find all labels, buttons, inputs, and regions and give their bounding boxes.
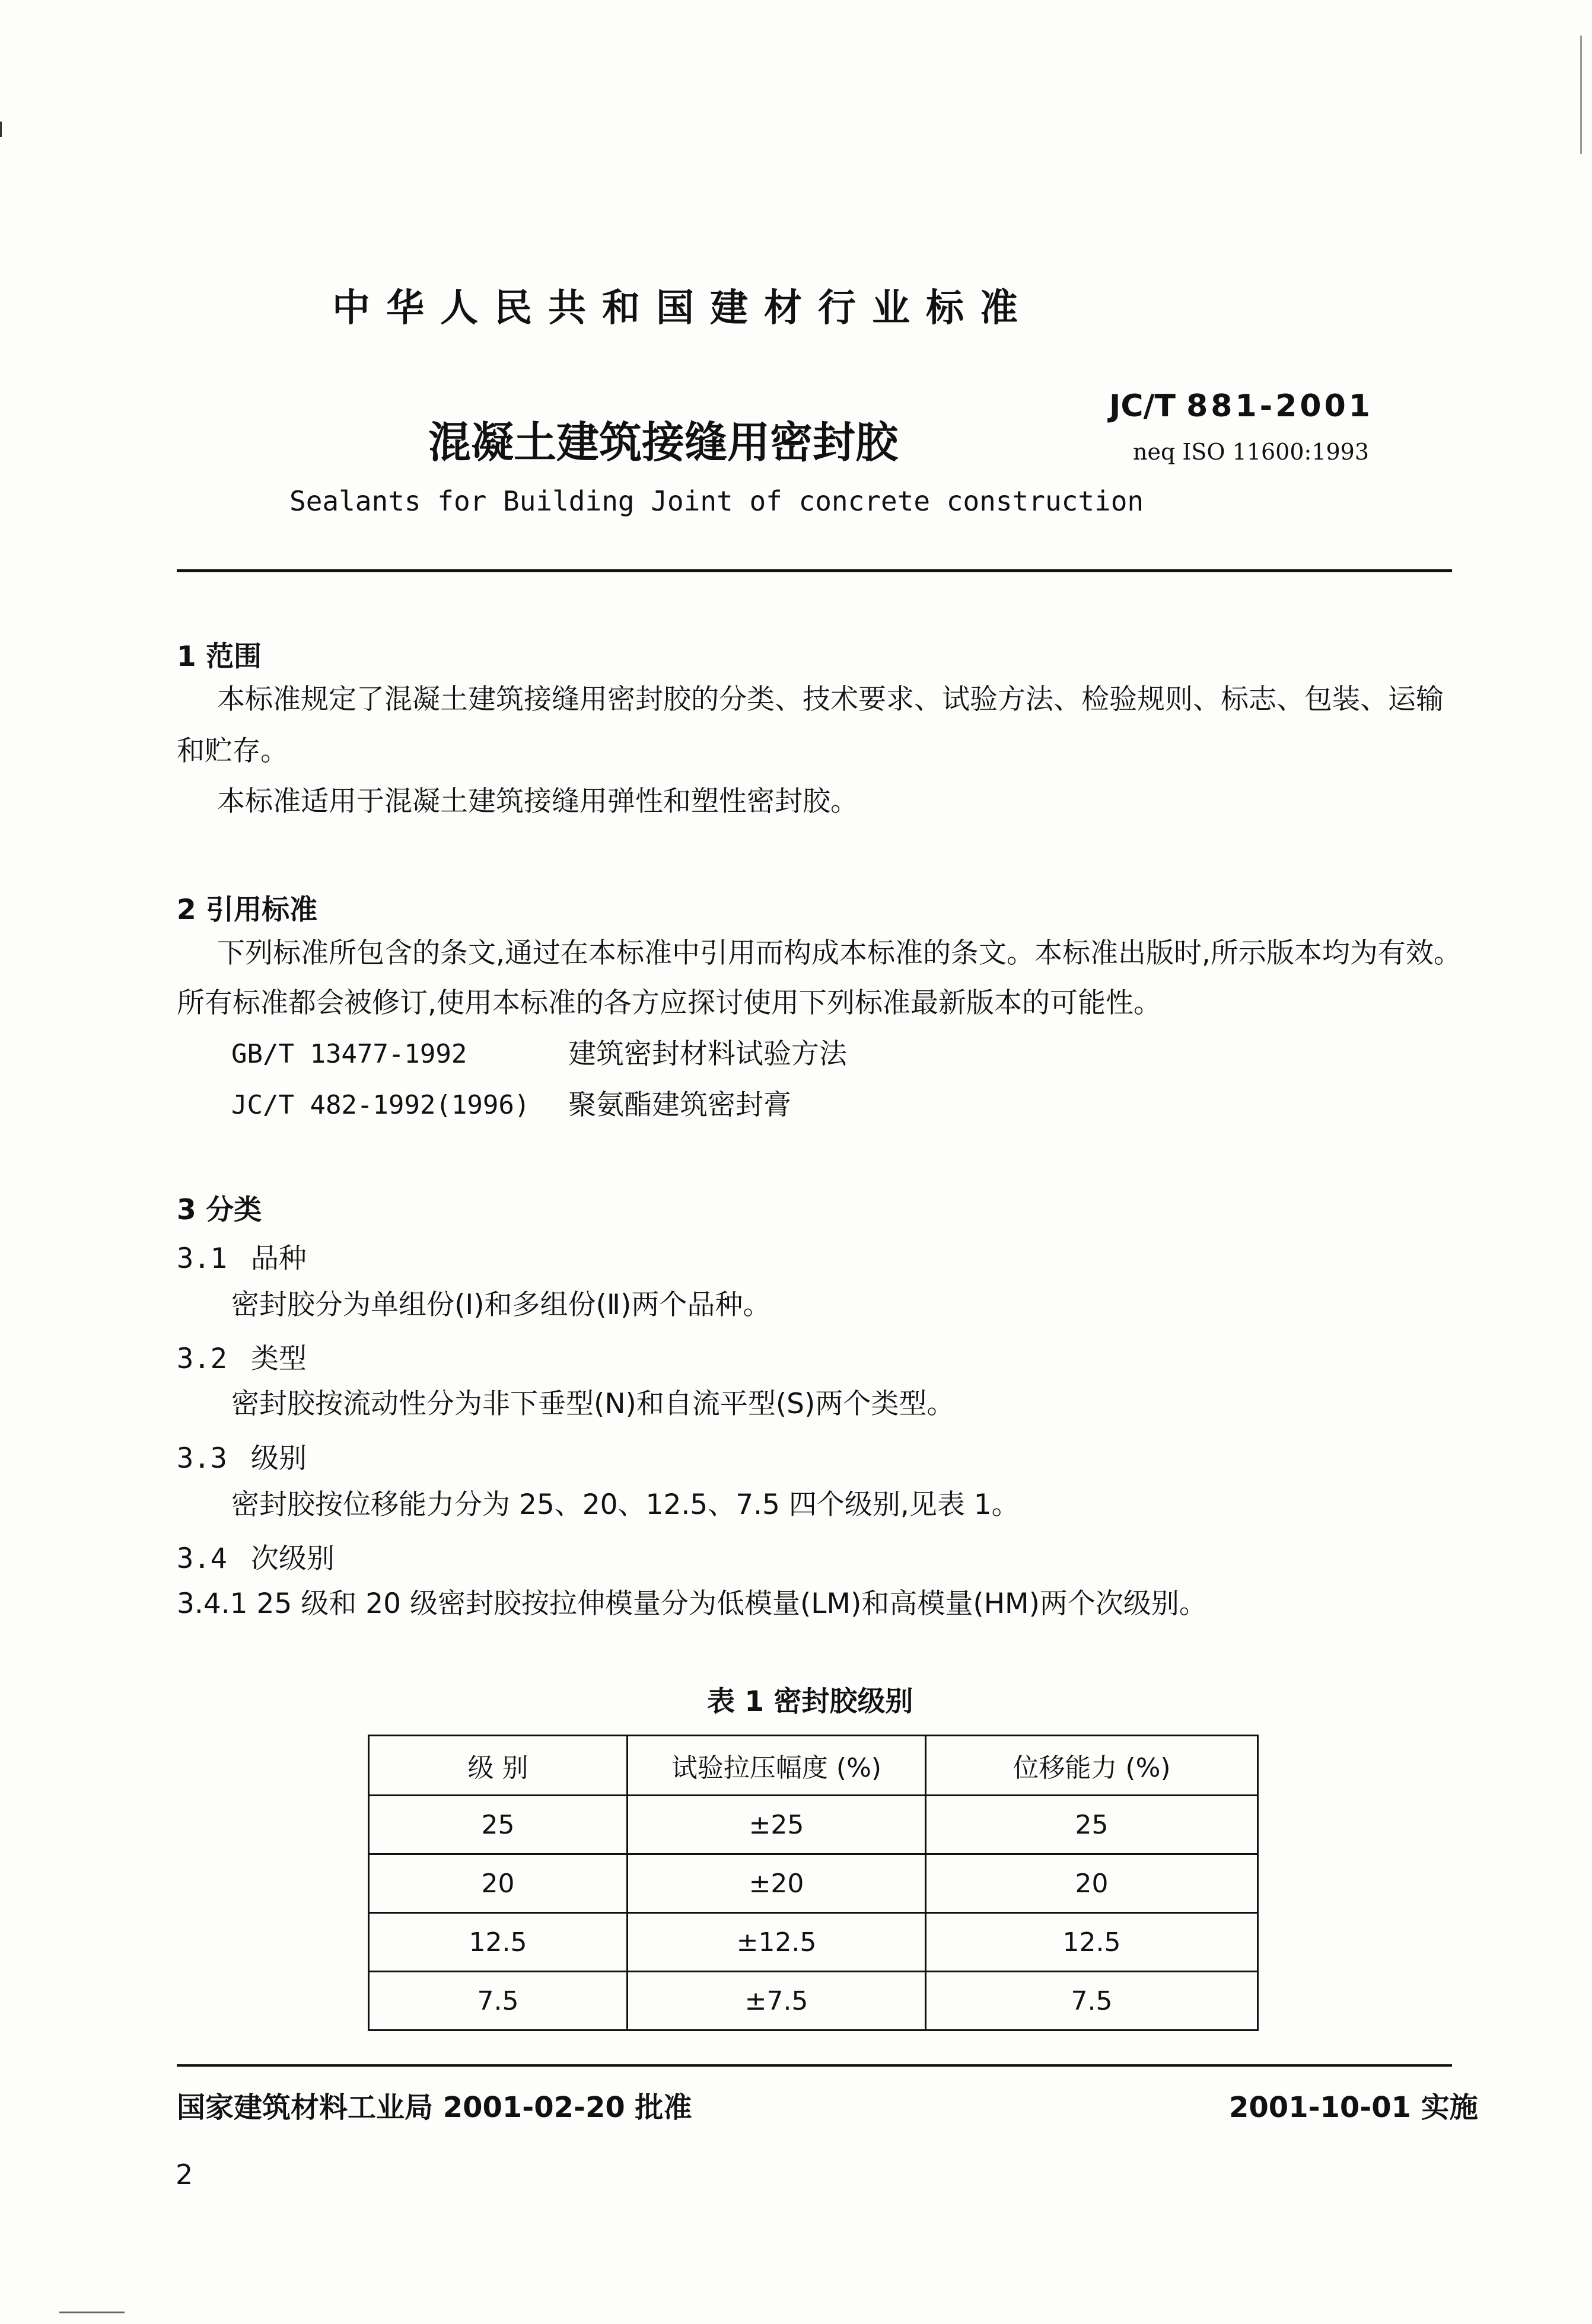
table-row <box>369 1854 1258 1913</box>
reference-title: 聚氨酯建筑密封膏 <box>568 1089 791 1121</box>
section-1-paragraph-1-line-2: 和贮存。 <box>177 735 288 767</box>
subsection-3-1-heading <box>177 1236 307 1276</box>
subsection-3-4-1-text: 3.4.1 25 级和 20 级密封胶按拉伸模量分为低模量(LM)和高模量(HM)两个次级别。 <box>177 1587 1207 1620</box>
sealant-grade-table <box>368 1735 1259 2031</box>
cell-movement-capability: 12.5 <box>926 1913 1258 1972</box>
table-row <box>369 1796 1258 1854</box>
subsection-title: 次级别 <box>250 1542 335 1575</box>
cell-grade: 12.5 <box>369 1913 628 1972</box>
subsection-title: 类型 <box>250 1343 307 1375</box>
reference-title: 建筑密封材料试验方法 <box>568 1038 847 1070</box>
cell-grade: 25 <box>369 1796 628 1854</box>
header-test-amplitude: 试验拉压幅度 (%) <box>628 1736 926 1796</box>
standard-code-prefix: JC/T <box>1109 388 1176 424</box>
scan-mark <box>1580 36 1582 154</box>
subsection-number: 3.1 <box>177 1242 227 1275</box>
document-title-chinese: 混凝土建筑接缝用密封胶 <box>428 417 899 467</box>
subsection-3-3-text: 密封胶按位移能力分为 25、20、12.5、7.5 四个级别,见表 1。 <box>231 1488 1020 1521</box>
subsection-3-2-text: 密封胶按流动性分为非下垂型(N)和自流平型(S)两个类型。 <box>231 1388 955 1420</box>
section-3-heading: 3 分类 <box>177 1194 262 1226</box>
cell-movement-capability: 25 <box>926 1796 1258 1854</box>
cell-grade: 7.5 <box>369 1972 628 2030</box>
table-row <box>369 1972 1258 2030</box>
document-title-english: Sealants for Building Joint of concrete construction <box>289 485 1144 517</box>
standard-code <box>1109 388 1373 424</box>
subsection-3-2-heading <box>177 1337 307 1376</box>
subsection-number: 3.4 <box>177 1542 227 1575</box>
header-grade: 级 别 <box>369 1736 628 1796</box>
reference-code: GB/T 13477-1992 <box>231 1039 467 1069</box>
cell-test-amplitude: ±12.5 <box>628 1913 926 1972</box>
subsection-3-4-heading <box>177 1536 335 1576</box>
section-1-paragraph-2: 本标准适用于混凝土建筑接缝用弹性和塑性密封胶。 <box>217 785 858 818</box>
cell-test-amplitude: ±20 <box>628 1854 926 1913</box>
table-1-caption: 表 1 密封胶级别 <box>707 1685 913 1718</box>
section-2-paragraph-line-2: 所有标准都会被修订,使用本标准的各方应探讨使用下列标准最新版本的可能性。 <box>177 987 1161 1019</box>
cell-test-amplitude: ±7.5 <box>628 1972 926 2030</box>
section-1-paragraph-1-line-1: 本标准规定了混凝土建筑接缝用密封胶的分类、技术要求、试验方法、检验规则、标志、包装、运输 <box>217 683 1444 716</box>
reference-code: JC/T 482-1992(1996) <box>231 1090 530 1120</box>
section-1-heading: 1 范围 <box>177 640 262 673</box>
standard-code-number: 881-2001 <box>1186 388 1373 424</box>
approval-line: 国家建筑材料工业局 2001-02-20 批准 <box>177 2091 692 2124</box>
scan-mark <box>59 2312 125 2313</box>
section-2-heading: 2 引用标准 <box>177 894 318 926</box>
subsection-3-3-heading <box>177 1436 307 1476</box>
standard-authority-title: 中华人民共和国建材行业标准 <box>332 286 1034 330</box>
cell-test-amplitude: ±25 <box>628 1796 926 1854</box>
table-header-row <box>369 1736 1258 1796</box>
header-movement-capability: 位移能力 (%) <box>926 1736 1258 1796</box>
subsection-title: 品种 <box>250 1242 307 1275</box>
subsection-title: 级别 <box>250 1442 307 1475</box>
subsection-number: 3.3 <box>177 1442 227 1475</box>
cell-grade: 20 <box>369 1854 628 1913</box>
subsection-3-1-text: 密封胶分为单组份(Ⅰ)和多组份(Ⅱ)两个品种。 <box>231 1289 771 1321</box>
table-row <box>369 1913 1258 1972</box>
subsection-number: 3.2 <box>177 1343 227 1375</box>
cell-movement-capability: 20 <box>926 1854 1258 1913</box>
page-number: 2 <box>176 2159 193 2191</box>
scan-mark <box>0 122 2 137</box>
standard-equivalence: neq ISO 11600:1993 <box>1133 439 1370 465</box>
section-2-paragraph-line-1: 下列标准所包含的条文,通过在本标准中引用而构成本标准的条文。本标准出版时,所示版本均为有效。 <box>217 937 1462 970</box>
implementation-date: 2001-10-01 实施 <box>1229 2091 1478 2124</box>
cell-movement-capability: 7.5 <box>926 1972 1258 2030</box>
footer-divider <box>177 2064 1452 2067</box>
header-divider <box>177 569 1452 572</box>
